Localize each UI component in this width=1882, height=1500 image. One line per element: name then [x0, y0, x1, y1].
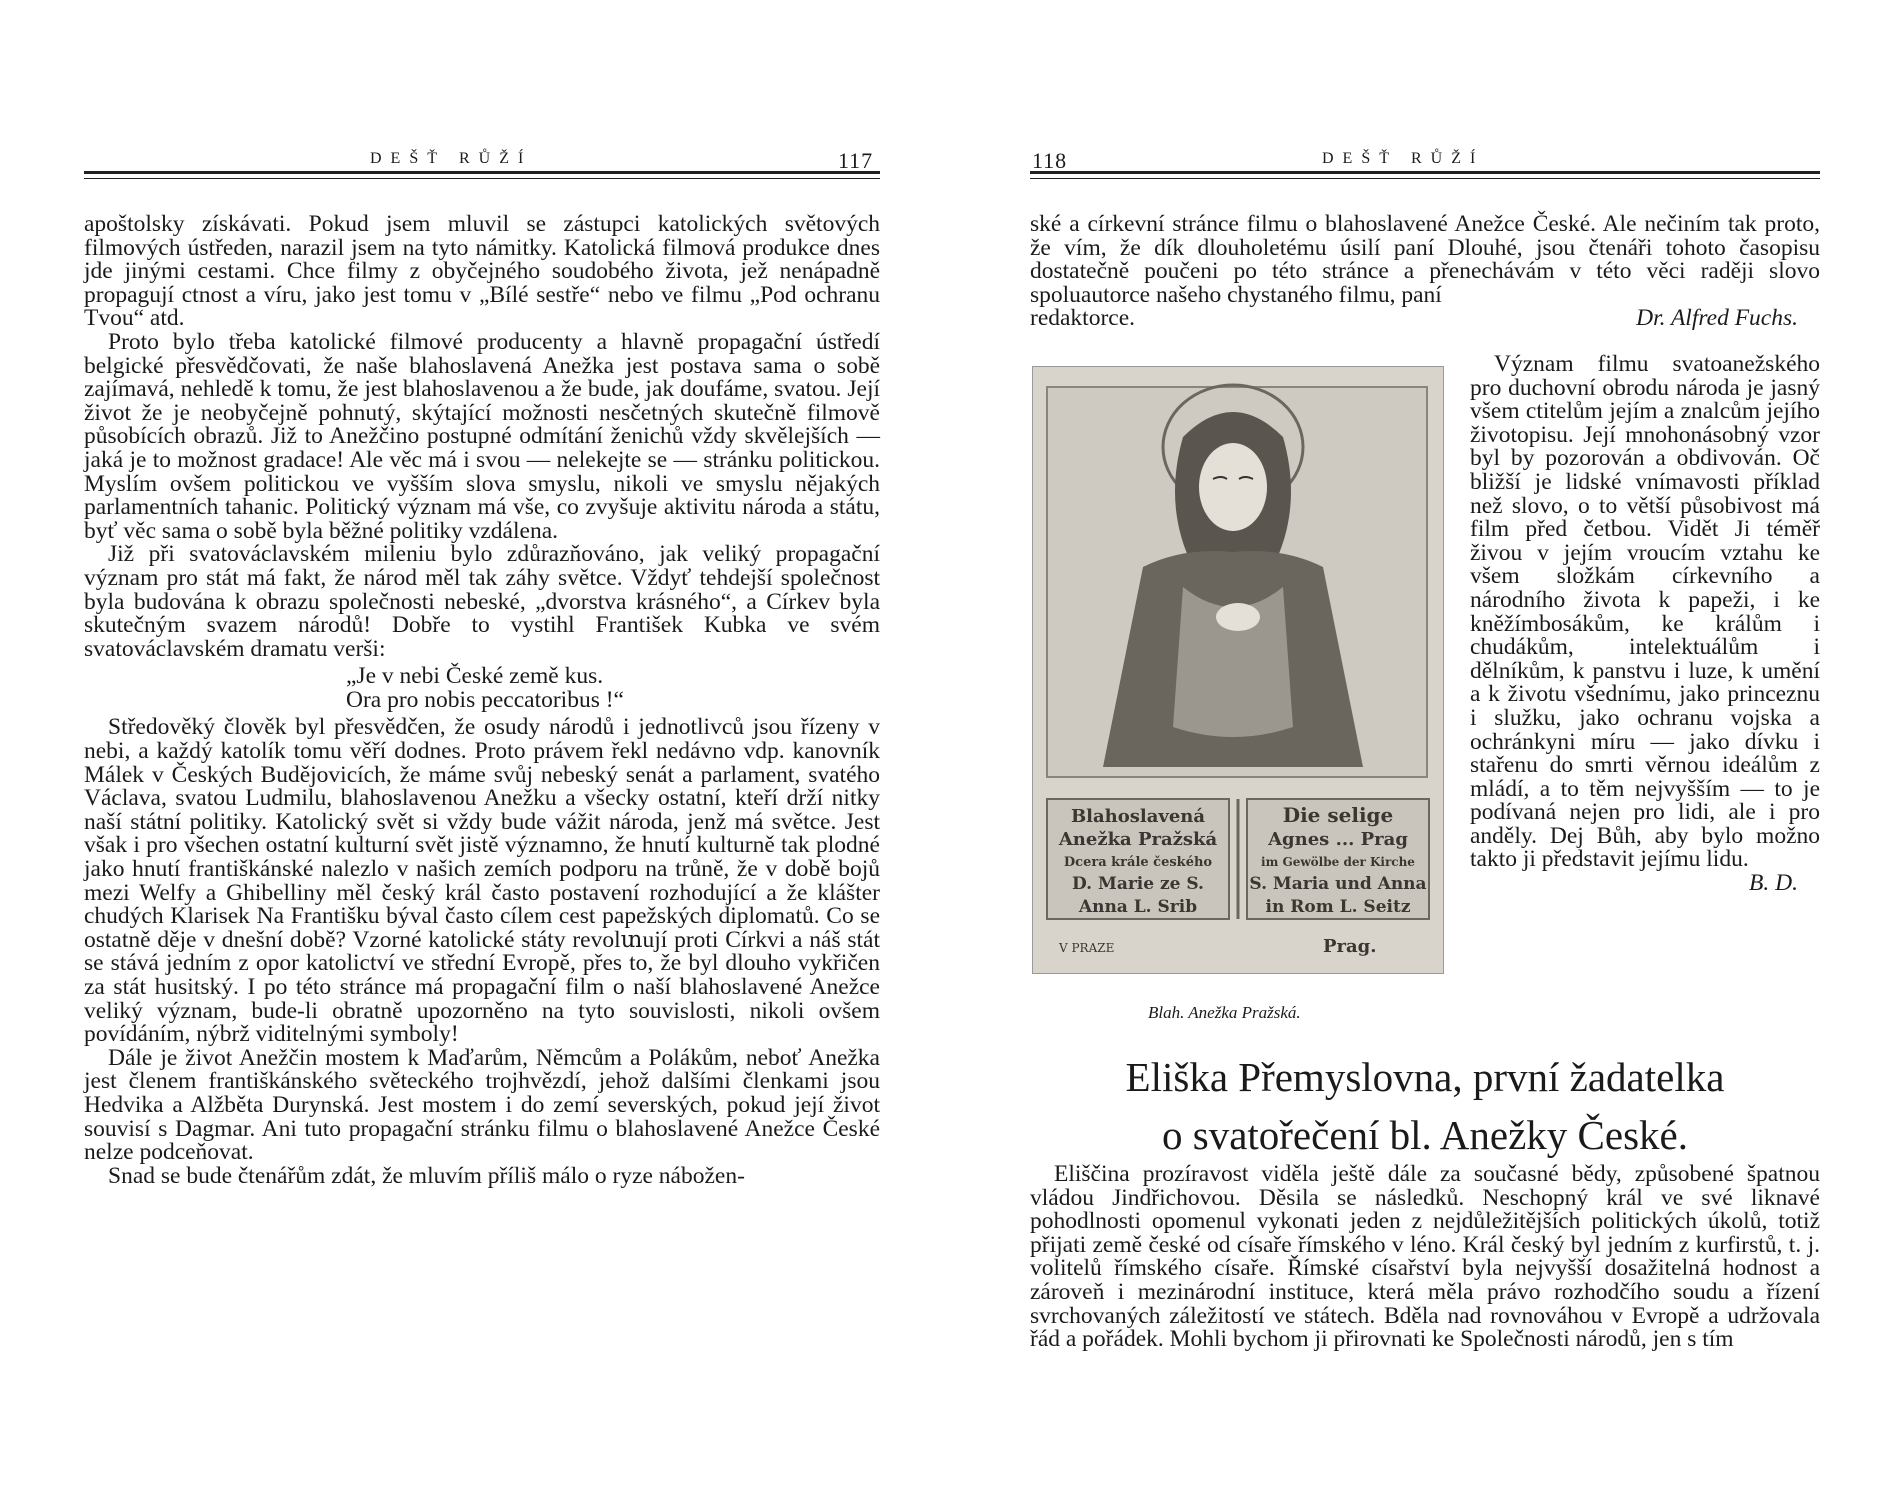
paragraph: Dále je život Anežčin mostem k Maďarům, Němcům a Polákům, neboť Anežka jest členem františkánského světeckého trojhvězdí, jehož dalšími členkami jsou Hedvika a Alžběta Durynská. Jest mostem i do zemí severských, pokud její život souvisí s Dagmar. Ani tuto propagační stránku filmu o blahoslavené Anežce České nelze podceňovat. — [84, 1044, 880, 1166]
side-signature: B. D. — [1749, 870, 1798, 897]
placard-left-line: D. Marie ze S. — [1072, 874, 1204, 894]
verse-line: „Je v nebi České země kus. — [346, 663, 604, 690]
header-rule — [1030, 171, 1820, 174]
paragraph: Snad se bude čtenářům zdát, že mluvím příliš málo o ryze nábožen- — [108, 1162, 745, 1189]
figure-caption: Blah. Anežka Pražská. — [1148, 1003, 1301, 1022]
article-title-line: Eliška Přemyslovna, první žadatelka — [1125, 1054, 1725, 1100]
article-title-line: o svatořečení bl. Anežky České. — [1161, 1112, 1688, 1158]
figure-blessed-agnes — [1032, 366, 1444, 974]
left-body-text — [84, 213, 880, 1188]
placard-left-line: Blahoslavená — [1070, 806, 1206, 827]
side-column-text — [1470, 353, 1820, 896]
placard-right-line: Die selige — [1282, 803, 1394, 827]
paragraph: Již při svatováclavském mileniu bylo zdůrazňováno, jak veliký propagační význam pro stát má fakt, že národ měl tak záhy světce. Vždyť tehdejší společnost byla budována k obrazu společnosti nebeské, „dvorstva krásného“, a Církev byla skutečným svazem národů! Dobře to vystihl František Kubka ve svém svatováclavském dramatu verši: — [84, 541, 880, 662]
paragraph: ské a církevní stránce filmu o blahoslavené Anežce České. Ale nečiním tak proto, že vím, že dík dlouholetému úsilí paní Dlouhé, jsou čtenáři tohoto časopisu dostatečně poučeni po této stránce a přenechávám v této věci raději slovo spoluautorce našeho chystaného filmu, paní — [1030, 211, 1820, 308]
placard-right-line: im Gewölbe der Kirche — [1261, 855, 1415, 869]
paragraph: apoštolsky získávati. Pokud jsem mluvil se zástupci katolických světových filmových ústředen, narazil jsem na tyto námitky. Katolická filmová produkce dnes jde jinými cestami. Chce filmy z obyčejného soudobého života, jež nenápadně propagují ctnost a víru, jako jest tomu v „Bílé sestře“ nebo ve filmu „Pod ochranu Tvou“ atd. — [84, 211, 880, 332]
paragraph: Eliščina prozíravost viděla ještě dále za současné bědy, způsobené špatnou vládou Jindřichovou. Děsila se následků. Neschopný král ve své liknavé pohodlnosti opomenul vykonati jeden z nejdůležitějších politických úkolů, totiž přijati země české od císaře římského v léno. Král český byl jedním z kurfirstů, t. j. volitelů římského císaře. Římské císařství byla nejvyšší dosažitelná hodnost a zároveň i mezinárodní instituce, která měla právo rozhodčího soudu a řízení svrchovaných záležitostí ve státech. Bděla nad rovnováhou v Evropě a udržovala řád a pořádek. Mohli bychom ji přirovnati ke Společnosti národů, jen s tím — [1030, 1161, 1820, 1353]
verse — [84, 665, 880, 712]
paragraph: Středověký člověk byl přesvědčen, že osudy národů i jednotlivců jsou řízeny v nebi, a každý katolík tomu věří dodnes. Proto právem řekl nedávno vdp. kanovník Málek v Českých Budějovicích, že máme svůj nebeský senát a parlament, svatého Václava, svatou Ludmilu, blahoslavenou Anežku a všecky ostatní, kteří drží nitky naší státní politiky. Katolický svět si vždy bude vážit národa, jenž má světce. Jest však i pro všechen ostatní kulturní svět jistě významno, že hnutí kulturně tak plodné jako hnutí františkánské nalezlo v našich zemích podporu na trůně, že v době bojů mezi Welfy a Ghibelliny měl český král často postavení rozhodující a že klášter chudých Klarisek Na Františku býval často cílem cest papežských diplomatů. Co se ostatně děje v dnešní době? Vzorné katolické státy revolտují proti Církvi a náš stát se stává jedním z opor katolictví ve střední Evropě, přes to, že byl dlouho vykřičen za stát husitský. I po této stránce má propagační film o naší blahoslavené Anežce veliký význam, bude-li obratně upozorněno na tyto souvislosti, nikoli ovšem povídáním, nýbrž viditelnými symboly! — [84, 714, 880, 1048]
intro-signature-line — [1030, 307, 1820, 331]
header-rule-thin — [84, 178, 880, 179]
intro-last-line: redaktorce. — [1030, 305, 1136, 332]
figure-illustration — [1033, 367, 1443, 973]
signature: Dr. Alfred Fuchs. — [1636, 305, 1798, 332]
paragraph: Význam filmu svatoanežského pro duchovní obrodu národa je jasný všem ctitelům jejím a znalcům jejího životopisu. Její mnohonásobný vzor byl by pozorován a obdivován. Oč bližší je lidské vnímavosti příklad než slovo, o to větší působivost má film před četbou. Vidět Ji téměř živou v jejím vroucím vztahu ke všem složkám církevního a národního života k papeži, i ke kněžímbosákům, ke králům i chudákům, intelektuálům i dělníkům, k panstvu i luze, k umění a k životu všednímu, jako princeznu i služku, jako ochranu vojska a ochránkyni míru — jako dívku i stařenu do smrti věrnou ideálům z mládí, a to těm nejvyšším — to je podívaná nejen pro lidi, ale i pro anděly. Dej Bůh, aby bylo možno takto ji představit jejímu lidu. — [1470, 351, 1820, 873]
placard-left-line: Dcera krále českého — [1063, 855, 1213, 870]
placard-left-line: Anna L. Srib — [1078, 897, 1198, 917]
article-title — [1030, 1048, 1820, 1164]
placard-right-line: S. Maria und Anna — [1249, 874, 1427, 894]
verse-line: Ora pro nobis peccatoribus !“ — [346, 686, 624, 713]
placard-bottom-right: Prag. — [1323, 936, 1377, 957]
header-rule-thin — [1030, 178, 1820, 179]
placard-right-line: Agnes ... Prag — [1268, 829, 1408, 850]
intro-text — [1030, 213, 1820, 331]
header-rule — [84, 171, 880, 174]
article-body-text — [1030, 1163, 1820, 1352]
page-number: 118 — [1032, 148, 1068, 173]
placard-bottom-left: V PRAZE — [1059, 941, 1115, 955]
placard-right-line: in Rom L. Seitz — [1265, 897, 1411, 917]
placard-left-line: Anežka Pražská — [1058, 829, 1218, 850]
paragraph: Proto bylo třeba katolické filmové producenty a hlavně propagační ústředí belgické přesvědčovati, že naše blahoslavená Anežka jest postava sama o sobě zajímavá, nehledě k tomu, že jest blahoslavenou a že bude, jak doufáme, svatou. Její život že je neobyčejně pohnutý, skýtající možnosti nesčetných skutečně filmově působících obrazů. Již to Anežčino postupné odmítání ženichů vždy skvělejších — jaká je to možnost gradace! Ale věc má i svou — nelekejte se — stránku politickou. Myslím ovšem politickou ve vyšším slova smyslu, nikoli ve smyslu nějakých parlamentních tahanic. Politický význam má vše, co zvyšuje aktivitu národa a státu, byť věc sama o sobě byla běžné politiky vzdálena. — [84, 328, 880, 544]
running-head: DEŠŤ RŮŽÍ — [1322, 150, 1485, 167]
running-head: DEŠŤ RŮŽÍ — [370, 150, 533, 167]
page-number: 117 — [838, 148, 874, 173]
